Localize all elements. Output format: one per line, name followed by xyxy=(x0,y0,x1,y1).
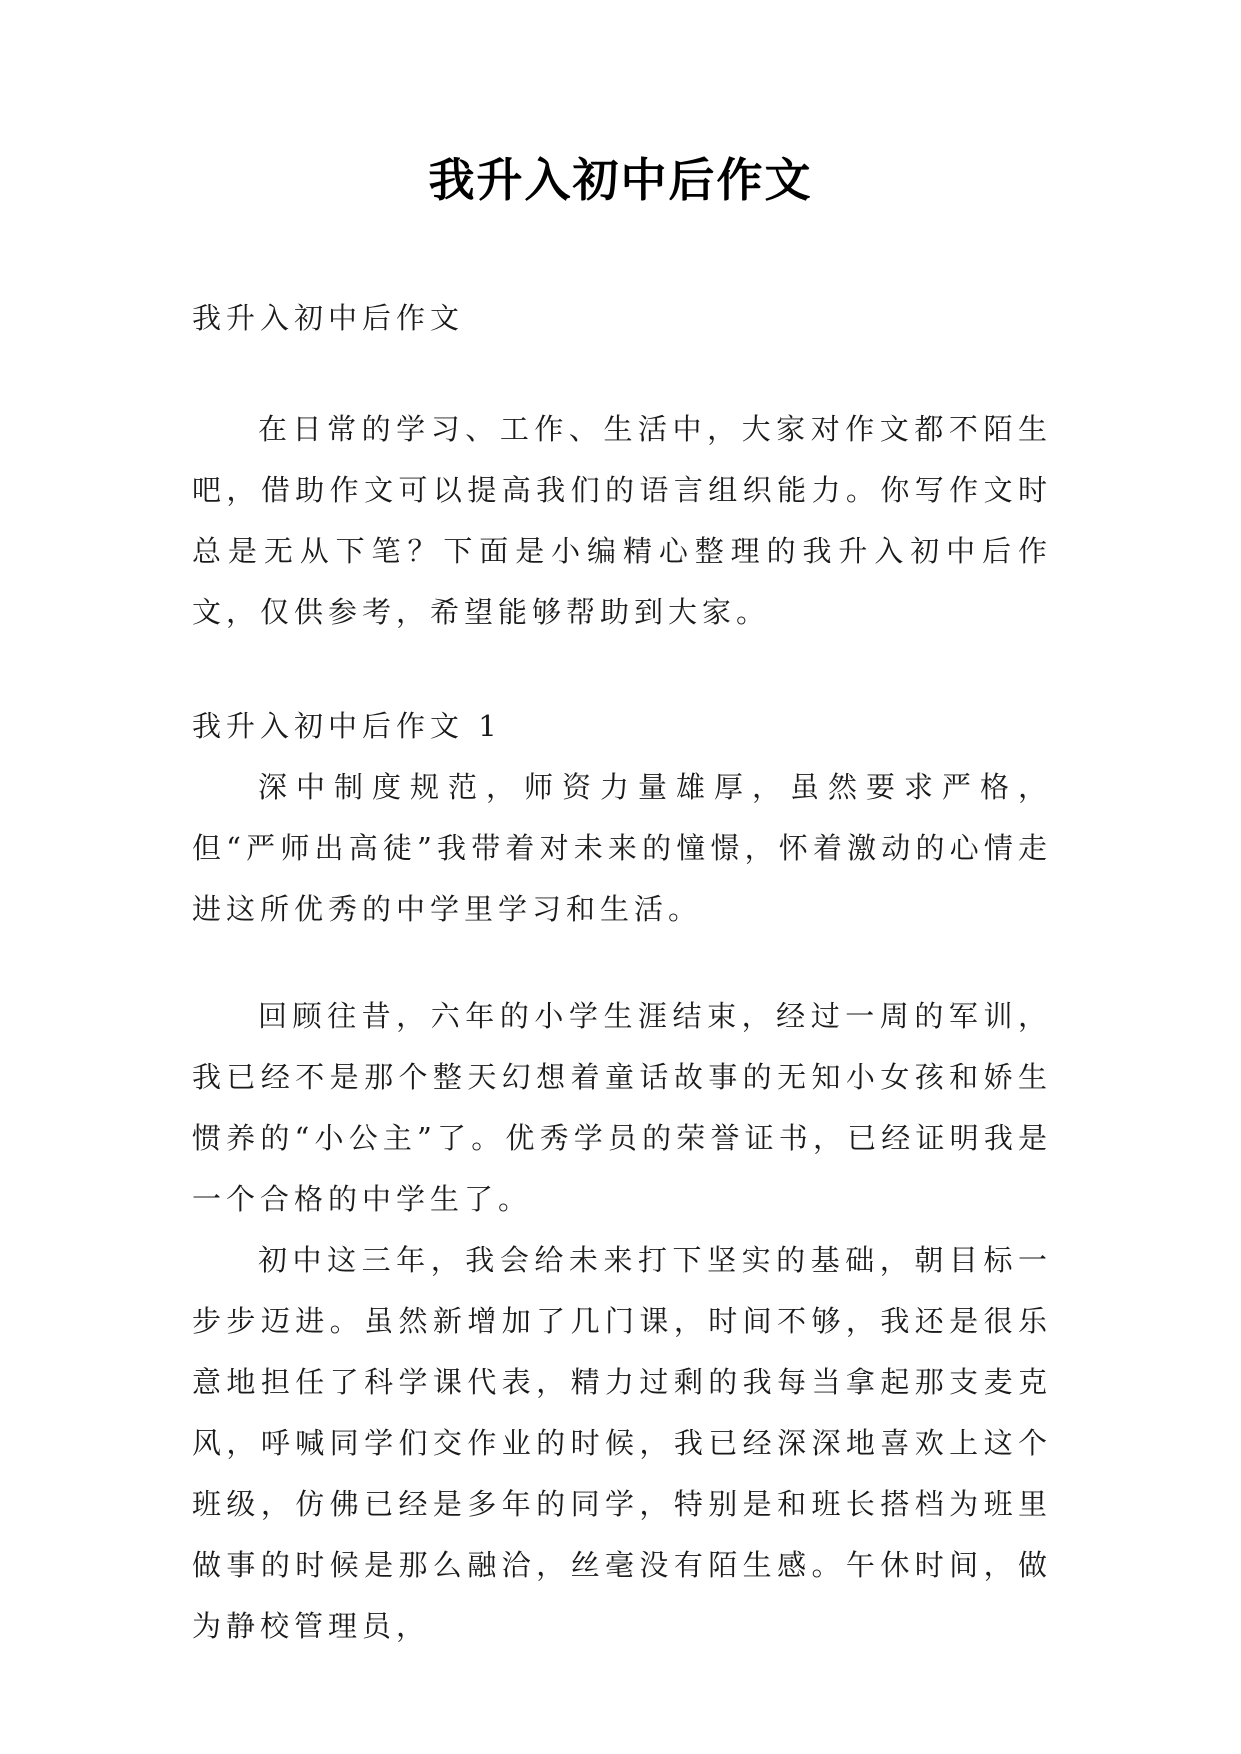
document-subtitle: 我升入初中后作文 xyxy=(192,301,465,335)
intro-paragraph: 在日常的学习、工作、生活中，大家对作文都不陌生吧，借助作文可以提高我们的语言组织能力。你写作文时总是无从下笔？下面是小编精心整理的我升入初中后作文，仅供参考，希望能够帮助到大家。 xyxy=(192,412,1052,629)
essay-paragraph-3: 初中这三年，我会给未来打下坚实的基础，朝目标一步步迈进。虽然新增加了几门课，时间不够，我还是很乐意地担任了科学课代表，精力过剩的我每当拿起那支麦克风，呼喊同学们交作业的时候，我已经深深地喜欢上这个班级，仿佛已经是多年的同学，特别是和班长搭档为班里做事的时候是那么融洽，丝毫没有陌生感。午休时间，做为静校管理员， xyxy=(192,1243,1052,1643)
essay-1-heading: 我升入初中后作文 1 xyxy=(192,709,502,743)
essay-paragraph-2: 回顾往昔，六年的小学生涯结束，经过一周的军训，我已经不是那个整天幻想着童话故事的无知小女孩和娇生惯养的“小公主”了。优秀学员的荣誉证书，已经证明我是一个合格的中学生了。 xyxy=(192,999,1052,1216)
essay-paragraph-1: 深中制度规范，师资力量雄厚，虽然要求严格，但“严师出高徒”我带着对未来的憧憬，怀着激动的心情走进这所优秀的中学里学习和生活。 xyxy=(192,770,1052,926)
document-title: 我升入初中后作文 xyxy=(428,153,813,207)
